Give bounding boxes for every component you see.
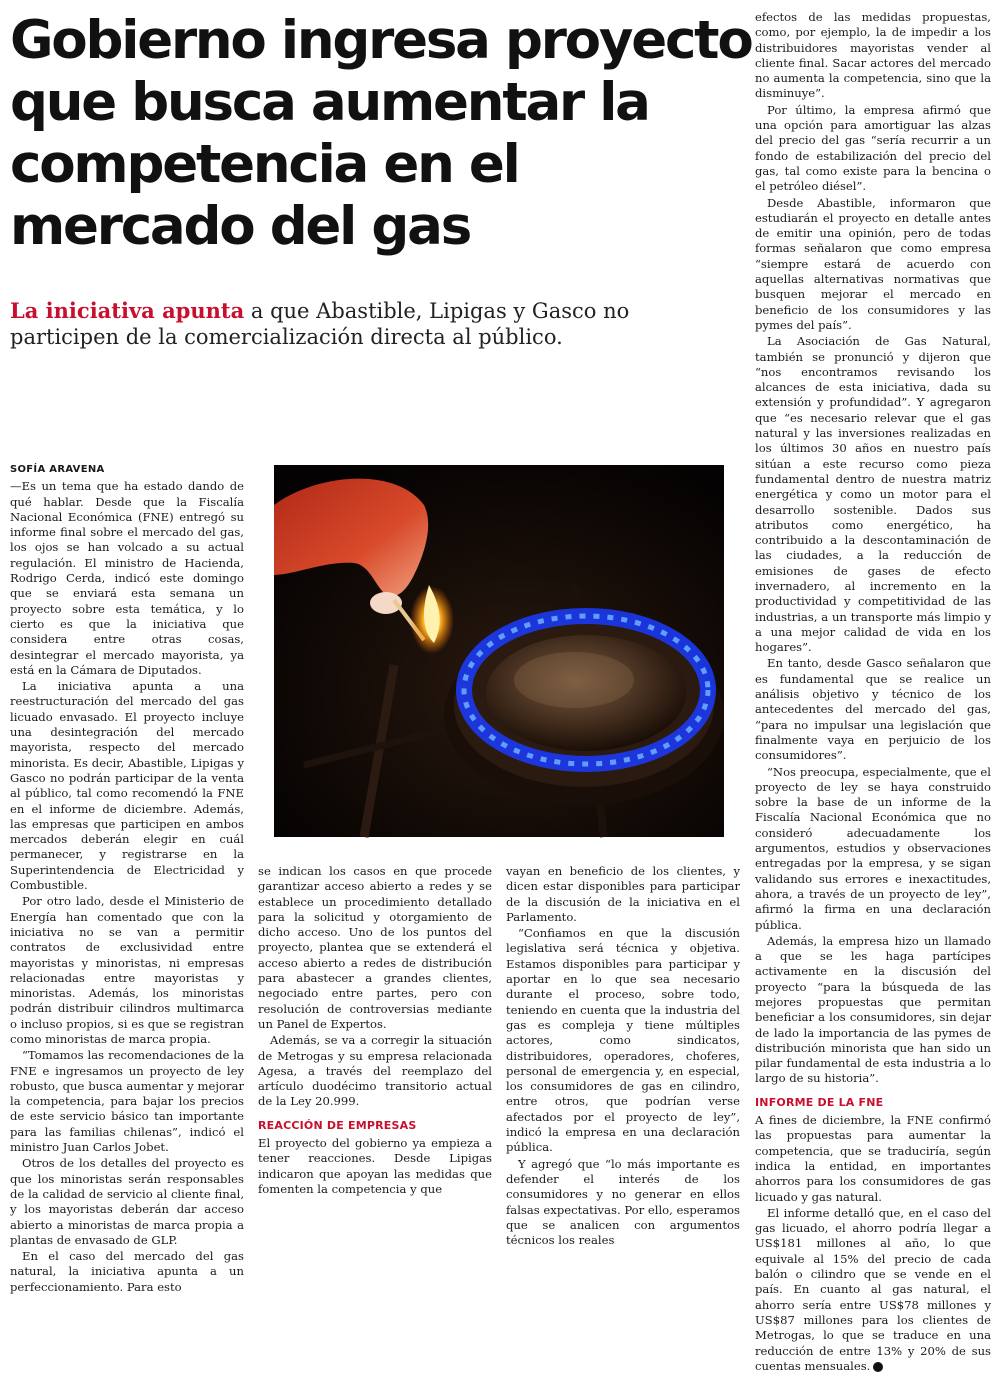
article-column-1 bbox=[10, 462, 244, 1296]
paragraph: La iniciativa apunta a una reestructuración del mercado del gas licuado envasado. El proyecto incluye una desintegración del mercado mayorista, respecto del mercado minorista. Es decir, Abastible, Lipigas y Gasco no podrán participar de la venta al público, tal como recomendó la FNE en el informe de diciembre. Además, las empresas que participen en ambos mercados deberán elegir en cuál permanecer, y registrarse en la Superintendencia de Electricidad y Combustible. bbox=[10, 679, 244, 893]
paragraph: El proyecto del gobierno ya empieza a tener reacciones. Desde Lipigas indicaron que apoyan las medidas que fomenten la competencia y que bbox=[258, 1136, 492, 1196]
headline bbox=[10, 10, 752, 258]
byline: SOFÍA ARAVENA bbox=[10, 464, 105, 475]
paragraph: se indican los casos en que procede garantizar acceso abierto a redes y se establece un procedimiento detallado para la solicitud y otorgamiento de dicho acceso. Uno de los puntos del proyecto, plantea que se extenderá el acceso abierto a redes de distribución para abastecer a grandes clientes, negociado entre partes, pero con resolución de controversias mediante un Panel de Expertos. bbox=[258, 864, 492, 1031]
subheadline-lead: La iniciativa apunta bbox=[10, 298, 245, 323]
paragraph bbox=[755, 1206, 991, 1374]
paragraph: Y agregó que “lo más importante es defender el interés de los consumidores y no generar en ellos falsas expectativas. Por ello, esperamos que se analicen con argumentos técnicos los reales bbox=[506, 1156, 740, 1248]
subheadline bbox=[10, 298, 710, 350]
paragraph: En tanto, desde Gasco señalaron que es fundamental que se realice un análisis objetivo y técnico de los antecedentes del mercado del gas, “para no impulsar una legislación que finalmente vaya en perjuicio de los consumidores”. bbox=[755, 656, 991, 763]
paragraph: Por otro lado, desde el Ministerio de Energía han comentado que con la iniciativa no se van a permitir contratos de exclusividad entre mayoristas y minoristas, ni empresas relacionadas entre mayoristas y minoristas. Además, los minoristas podrán distribuir cilindros multimarca o incluso propios, si es que se registran como minoristas de marca propia. bbox=[10, 894, 244, 1046]
article-column-3 bbox=[506, 864, 740, 1249]
paragraph: Por último, la empresa afirmó que una opción para amortiguar las alzas del precio del gas “sería recurrir a un fondo de estabilización del precio del gas, tal como existe para la bencina o el petróleo diésel”. bbox=[755, 102, 991, 194]
paragraph: “Confiamos en que la discusión legislativa será técnica y objetiva. Estamos disponibles para participar y aportar en lo que sea necesario durante el proceso, sobre todo, teniendo en cuenta que la industria del gas es compleja y tiene múltiples actores, como sindicatos, distribuidores, operadores, choferes, personal de emergencia y, en especial, los consumidores de gas en cilindro, entre otros, que podrían verse afectados por el proyecto de ley”, indicó la empresa en una declaración pública. bbox=[506, 926, 740, 1155]
subheadline-text: a que Abastible, Lipigas y Gasco no participen de la comercialización directa al público. bbox=[10, 299, 630, 349]
section-heading: INFORME DE LA FNE bbox=[755, 1095, 884, 1109]
paragraph: vayan en beneficio de los clientes, y dicen estar disponibles para participar de la discusión de la iniciativa en el Parlamento. bbox=[506, 864, 740, 924]
article-column-4 bbox=[755, 10, 991, 1375]
end-of-article-mark-icon bbox=[873, 1362, 883, 1372]
headline-line: mercado del gas bbox=[10, 196, 471, 257]
paragraph: efectos de las medidas propuestas, como, por ejemplo, la de impedir a los distribuidores mayoristas vender al cliente final. Sacar actores del mercado no aumenta la competencia, sino que la disminuye”. bbox=[755, 10, 991, 101]
paragraph: La Asociación de Gas Natural, también se pronunció y dijeron que “nos encontramos revisando los alcances de esta iniciativa, dada su extensión y profundidad”. Y agregaron que “es necesario relevar que el gas natural y las inversiones realizadas en los últimos 30 años en nuestro país sitúan a este recurso como pieza fundamental dentro de nuestra matriz energética y como un motor para el desarrollo sostenible. Dados sus atributos como energético, ha contribuido a la descontaminación de las ciudades, a la reducción de emisiones de gases de efecto invernadero, al incremento en la productividad y competitividad de las industrias, a un transporte más limpio y a una mejor calidad de vida en los hogares”. bbox=[755, 334, 991, 655]
paragraph-text: El informe detalló que, en el caso del gas licuado, el ahorro podría llegar a US$181 millones al año, lo que equivale al 15% del precio de cada balón o cilindro que se vende en el país. En cuanto al gas natural, el ahorro sería entre US$78 millones y US$87 millones para los clientes de Metrogas, lo que se traduce en una reducción de entre 13% y 20% de sus cuentas mensuales. bbox=[755, 1205, 991, 1373]
paragraph: “Nos preocupa, especialmente, que el proyecto de ley se haya construido sobre la base de un informe de la Fiscalía Nacional Económica que no consideró adecuadamente los argumentos, estudios y observaciones entregadas por la empresa, y se sigan validando sus errores e inexactitudes, ahora, a través de un proyecto de ley”, afirmó la firma en una declaración pública. bbox=[755, 764, 991, 932]
paragraph: —Es un tema que ha estado dando de qué hablar. Desde que la Fiscalía Nacional Económica (FNE) entregó su informe final sobre el mercado del gas, los ojos se han volcado a su actual regulación. El ministro de Hacienda, Rodrigo Cerda, indicó este domingo que se enviará esta semana un proyecto sobre esta temática, y lo cierto es que la iniciativa que considera entre otras cosas, desintegrar el mercado mayorista, ya está en la Cámara de Diputados. bbox=[10, 479, 244, 677]
paragraph: En el caso del mercado del gas natural, la iniciativa apunta a un perfeccionamiento. Para esto bbox=[10, 1249, 244, 1294]
article-column-2 bbox=[258, 864, 492, 1198]
headline-line: competencia en el bbox=[10, 134, 519, 195]
section-heading: REACCIÓN DE EMPRESAS bbox=[258, 1118, 417, 1132]
paragraph: Además, se va a corregir la situación de Metrogas y su empresa relacionada Agesa, a través del reemplazo del artículo duodécimo transitorio actual de la Ley 20.999. bbox=[258, 1033, 492, 1109]
article-photo-gas-burner bbox=[274, 465, 724, 837]
paragraph: “Tomamos las recomendaciones de la FNE e ingresamos un proyecto de ley robusto, que busca aumentar y mejorar la competencia, para bajar los precios de este servicio básico tan importante para las familias chilenas”, indicó el ministro Juan Carlos Jobet. bbox=[10, 1048, 244, 1155]
paragraph: A fines de diciembre, la FNE confirmó las propuestas para aumentar la competencia, que se traduciría, según indica la entidad, en importantes ahorros para los consumidores de gas licuado y gas natural. bbox=[755, 1113, 991, 1204]
headline-line: que busca aumentar la bbox=[10, 72, 649, 133]
paragraph: Otros de los detalles del proyecto es que los minoristas serán responsables de la calidad de servicio al cliente final, y los mayoristas deberán dar acceso abierto a minoristas de marca propia a plantas de envasado de GLP. bbox=[10, 1156, 244, 1247]
headline-line: Gobierno ingresa proyecto bbox=[10, 10, 752, 71]
paragraph: Además, la empresa hizo un llamado a que se les haga partícipes activamente en la discusión del proyecto “para la búsqueda de las mejores propuestas que permitan beneficiar a los consumidores, sin dejar de lado la importancia de las pymes de distribución minorista que han sido un pilar fundamental de esta industria a lo largo de su historia”. bbox=[755, 933, 991, 1086]
paragraph: Desde Abastible, informaron que estudiarán el proyecto en detalle antes de emitir una opinión, pero de todas formas señalaron que como empresa “siempre estará de acuerdo con aquellas alternativas normativas que busquen mejorar el mercado en beneficio de los consumidores y las pymes del país”. bbox=[755, 195, 991, 332]
